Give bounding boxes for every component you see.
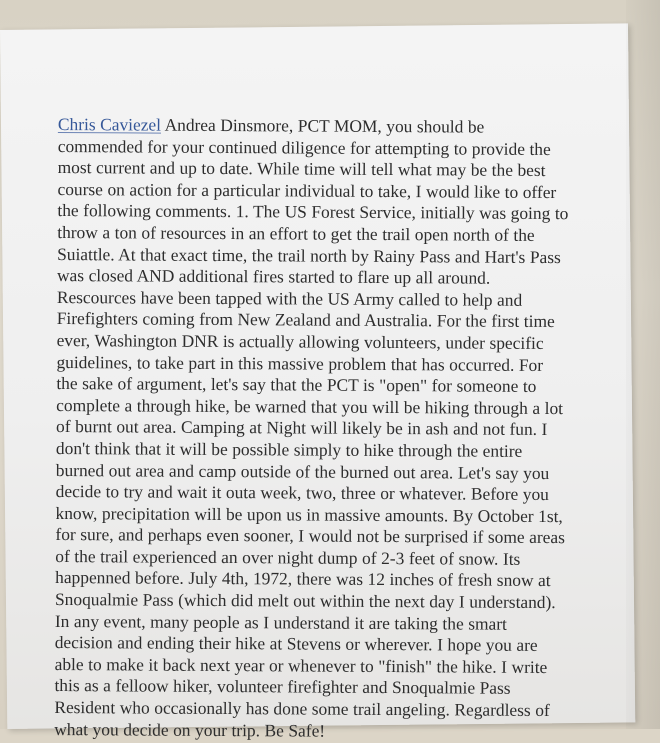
comment-line: Snoqualmie Pass (which did melt out within the next day I understand).: [54, 589, 556, 613]
comment-line: was closed AND additional fires started to flare up all around.: [56, 265, 491, 288]
comment-line: Andrea Dinsmore, PCT MOM, you should be: [164, 114, 485, 137]
comment-line: this as a felloow hiker, volunteer firefighter and Snoqualmie Pass: [54, 675, 511, 699]
comment-line: Resident who occasionally has done some trail angeling. Regardless of: [54, 697, 550, 721]
comment-line: happenned before. July 4th, 1972, there was 12 inches of fresh snow at: [55, 567, 551, 591]
comment-line: the sake of argument, let's say that the PCT is "open" for someone to: [56, 373, 537, 397]
comment-line: commended for your continued diligence for attempting to provide the: [57, 135, 551, 159]
comment-line: burned out area and camp outside of the burned out area. Let's say you: [55, 459, 550, 483]
comment-first-line: [58, 114, 578, 139]
comment-line: able to make it back next year or whenever to "finish" the hike. I write: [54, 653, 548, 677]
comment-line: Firefighters coming from New Zealand and Australia. For the first time: [56, 308, 555, 332]
comment-line: decision and ending their hike at Stevens or wherever. I hope you are: [54, 632, 538, 656]
comment-line: the following comments. 1. The US Forest Service, initially was going to: [57, 200, 569, 224]
comment-line: complete a through hike, be warned that you will be hiking through a lot: [56, 394, 564, 418]
comment-line: of burnt out area. Camping at Night will likely be in ash and not fun. I: [56, 416, 548, 440]
comment-line: of the trail experienced an over night dump of 2-3 feet of snow. Its: [55, 545, 521, 569]
comment-line: Rescources have been tapped with the US Army called to help and: [56, 286, 523, 310]
comment-line: ever, Washington DNR is actually allowing volunteers, under specific: [56, 329, 544, 353]
comment-line: decide to try and wait it outa week, two, three or whatever. Before you: [55, 481, 549, 505]
comment-line: don't think that it will be possible simply to hike through the entire: [55, 437, 523, 461]
comment-line: what you decide on your trip. Be Safe!: [54, 718, 326, 741]
comment-line: In any event, many people as I understand it are taking the smart: [54, 610, 507, 634]
comment-line: Suiattle. At that exact time, the trail north by Rainy Pass and Hart's Pass: [57, 243, 561, 267]
author-name-link[interactable]: Chris Caviezel: [57, 114, 162, 135]
comment-line: for sure, and perhaps even sooner, I would not be surprised if some areas: [55, 524, 565, 548]
comment-line: guidelines, to take part in this massive problem that has occurred. For: [56, 351, 544, 375]
comment-line: most current and up to date. While time will tell what may be the best: [57, 157, 546, 181]
comment-line: course on action for a particular individual to take, I would like to offer: [57, 178, 557, 202]
comment-line: throw a ton of resources in an effort to get the trail open north of the: [57, 221, 535, 245]
comment-text: [54, 114, 578, 743]
comment-line: know, precipitation will be upon us in massive amounts. By October 1st,: [55, 502, 563, 526]
